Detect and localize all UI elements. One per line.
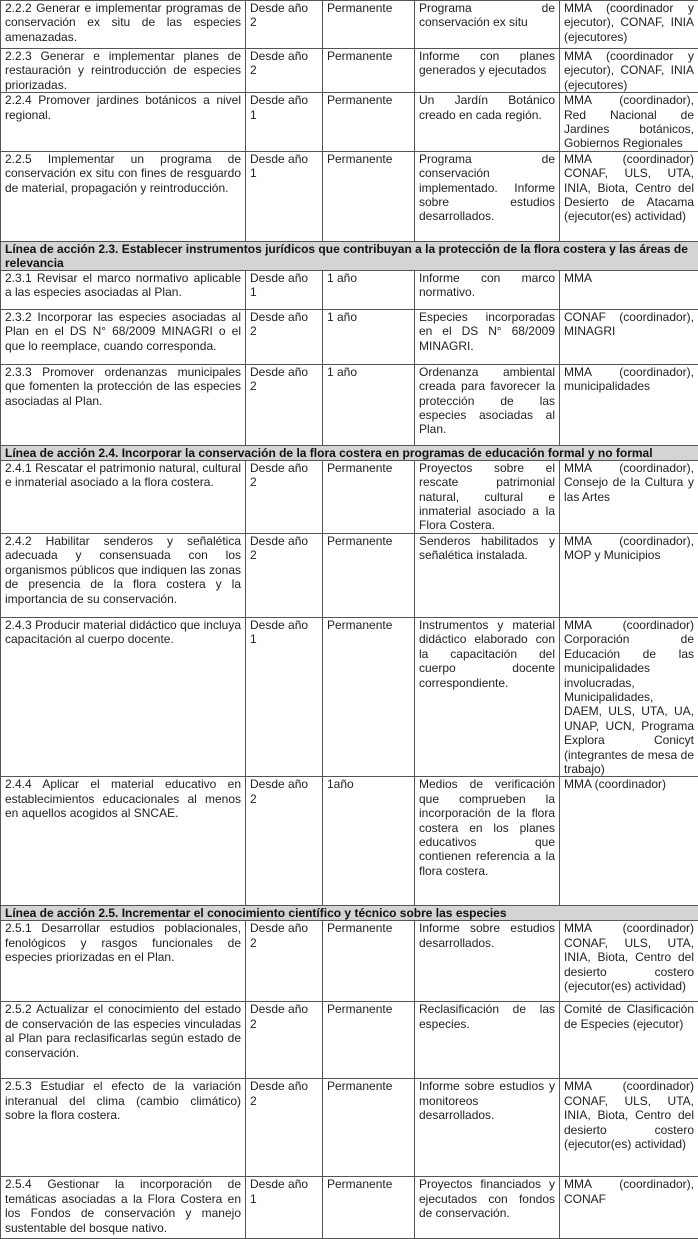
verification-cell: Programa de conservación implementado. Informe sobre estudios desarrollados. xyxy=(415,151,560,241)
responsible-cell: MMA (coordinador), Red Nacional de Jardines botánicos, Gobiernos Regionales xyxy=(560,93,698,152)
section-header-row xyxy=(1,906,698,921)
activity-cell: 2.5.2 Actualizar el conocimiento del estado de conservación de las especies vinculadas al Plan para reclasificarlas según estado de conservación. xyxy=(1,1002,246,1079)
start-cell: Desde año 2 xyxy=(246,533,323,617)
duration-cell: Permanente xyxy=(323,617,415,776)
duration-cell: 1 año xyxy=(323,364,415,445)
start-cell: Desde año 2 xyxy=(246,49,323,93)
table-row xyxy=(1,777,698,906)
activity-cell: 2.4.2 Habilitar senderos y señalética adecuada y consensuada con los organismos públicos que indiquen las zonas de presencia de la flora costera y la importancia de su conservación. xyxy=(1,533,246,617)
table-row xyxy=(1,460,698,533)
start-cell: Desde año 2 xyxy=(246,1002,323,1079)
activity-cell: 2.2.4 Promover jardines botánicos a nivel regional. xyxy=(1,93,246,152)
table-row xyxy=(1,364,698,445)
responsible-cell: MMA (coordinador) CONAF, ULS, UTA, INIA, Biota, Centro del desierto costero (ejecutor(es) actividad) xyxy=(560,1079,698,1177)
verification-cell: Senderos habilitados y señalética instalada. xyxy=(415,533,560,617)
activity-cell: 2.5.3 Estudiar el efecto de la variación interanual del clima (cambio climático) sobre la flora costera. xyxy=(1,1079,246,1177)
table-row xyxy=(1,921,698,1002)
verification-cell: Proyectos sobre el rescate patrimonial natural, cultural e inmaterial asociado a la Flora Costera. xyxy=(415,460,560,533)
verification-cell: Ordenanza ambiental creada para favorecer la protección de las especies asociadas al Plan. xyxy=(415,364,560,445)
table-row xyxy=(1,151,698,241)
responsible-cell: MMA (coordinador y ejecutor), CONAF, INIA (ejecutores) xyxy=(560,49,698,93)
verification-cell: Informe con marco normativo. xyxy=(415,270,560,309)
table-row xyxy=(1,93,698,152)
activity-cell: 2.5.1 Desarrollar estudios poblacionales, fenológicos y rasgos funcionales de especies priorizadas en el Plan. xyxy=(1,921,246,1002)
start-cell: Desde año 2 xyxy=(246,364,323,445)
responsible-cell: MMA xyxy=(560,270,698,309)
activity-cell: 2.4.4 Aplicar el material educativo en establecimientos educacionales al menos en aquellos acogidos al SNCAE. xyxy=(1,777,246,906)
section-header-row xyxy=(1,241,698,270)
responsible-cell: MMA (coordinador) xyxy=(560,777,698,906)
table-row xyxy=(1,617,698,776)
start-cell: Desde año 2 xyxy=(246,309,323,364)
responsible-cell: MMA (coordinador), MOP y Municipios xyxy=(560,533,698,617)
duration-cell: Permanente xyxy=(323,1,415,49)
start-cell: Desde año 2 xyxy=(246,460,323,533)
start-cell: Desde año 1 xyxy=(246,151,323,241)
responsible-cell: Comité de Clasificación de Especies (ejecutor) xyxy=(560,1002,698,1079)
duration-cell: 1 año xyxy=(323,270,415,309)
table-row xyxy=(1,1079,698,1177)
table-row xyxy=(1,1002,698,1079)
start-cell: Desde año 1 xyxy=(246,617,323,776)
verification-cell: Programa de conservación ex situ xyxy=(415,1,560,49)
start-cell: Desde año 2 xyxy=(246,777,323,906)
verification-cell: Informe con planes generados y ejecutados xyxy=(415,49,560,93)
verification-cell: Reclasificación de las especies. xyxy=(415,1002,560,1079)
duration-cell: Permanente xyxy=(323,1002,415,1079)
table-row xyxy=(1,533,698,617)
duration-cell: Permanente xyxy=(323,533,415,617)
table-row xyxy=(1,49,698,93)
section-title: Línea de acción 2.4. Incorporar la conservación de la flora costera en programas de educación formal y no formal xyxy=(1,445,698,460)
activity-cell: 2.3.2 Incorporar las especies asociadas al Plan en el DS N° 68/2009 MINAGRI o el que lo reemplace, cuando corresponda. xyxy=(1,309,246,364)
responsible-cell: MMA (coordinador), CONAF xyxy=(560,1177,698,1239)
activity-cell: 2.4.3 Producir material didáctico que incluya capacitación al cuerpo docente. xyxy=(1,617,246,776)
table-row xyxy=(1,309,698,364)
activity-cell: 2.3.3 Promover ordenanzas municipales que fomenten la protección de las especies asociadas al Plan. xyxy=(1,364,246,445)
duration-cell: 1año xyxy=(323,777,415,906)
verification-cell: Especies incorporadas en el DS N° 68/2009 MINAGRI. xyxy=(415,309,560,364)
activity-cell: 2.2.3 Generar e implementar planes de restauración y reintroducción de especies priorizadas. xyxy=(1,49,246,93)
verification-cell: Proyectos financiados y ejecutados con fondos de conservación. xyxy=(415,1177,560,1239)
activity-cell: 2.4.1 Rescatar el patrimonio natural, cultural e inmaterial asociado a la flora costera. xyxy=(1,460,246,533)
section-header-row xyxy=(1,445,698,460)
verification-cell: Informe sobre estudios y monitoreos desarrollados. xyxy=(415,1079,560,1177)
start-cell: Desde año 2 xyxy=(246,1,323,49)
responsible-cell: CONAF (coordinador), MINAGRI xyxy=(560,309,698,364)
duration-cell: Permanente xyxy=(323,49,415,93)
responsible-cell: MMA (coordinador), municipalidades xyxy=(560,364,698,445)
start-cell: Desde año 2 xyxy=(246,921,323,1002)
verification-cell: Instrumentos y material didáctico elaborado con la capacitación del cuerpo docente correspondiente. xyxy=(415,617,560,776)
activity-cell: 2.5.4 Gestionar la incorporación de temáticas asociadas a la Flora Costera en los Fondos de conservación y manejo sustentable del bosque nativo. xyxy=(1,1177,246,1239)
duration-cell: Permanente xyxy=(323,460,415,533)
duration-cell: Permanente xyxy=(323,93,415,152)
start-cell: Desde año 1 xyxy=(246,1177,323,1239)
table-row xyxy=(1,1,698,49)
section-title: Línea de acción 2.5. Incrementar el conocimiento científico y técnico sobre las especies xyxy=(1,906,698,921)
verification-cell: Un Jardín Botánico creado en cada región. xyxy=(415,93,560,152)
activity-cell: 2.2.2 Generar e implementar programas de conservación ex situ de las especies amenazadas. xyxy=(1,1,246,49)
responsible-cell: MMA (coordinador), Consejo de la Cultura y las Artes xyxy=(560,460,698,533)
duration-cell: 1 año xyxy=(323,309,415,364)
start-cell: Desde año 1 xyxy=(246,93,323,152)
activity-cell: 2.3.1 Revisar el marco normativo aplicable a las especies asociadas al Plan. xyxy=(1,270,246,309)
responsible-cell: MMA (coordinador y ejecutor), CONAF, INIA (ejecutores) xyxy=(560,1,698,49)
activity-cell: 2.2.5 Implementar un programa de conservación ex situ con fines de resguardo de material, propagación y reintroducción. xyxy=(1,151,246,241)
verification-cell: Medios de verificación que comprueben la incorporación de la flora costera en los planes educativos que contienen referencia a la flora costera. xyxy=(415,777,560,906)
section-title: Línea de acción 2.3. Establecer instrumentos jurídicos que contribuyan a la protección de la flora costera y las áreas de relevancia xyxy=(1,241,698,270)
duration-cell: Permanente xyxy=(323,921,415,1002)
responsible-cell: MMA (coordinador) Corporación de Educación de las municipalidades involucradas, Municipalidades, DAEM, ULS, UTA, UA, UNAP, UCN, Programa Explora Conicyt (integrantes de mesa de trabajo) xyxy=(560,617,698,776)
start-cell: Desde año 1 xyxy=(246,270,323,309)
duration-cell: Permanente xyxy=(323,151,415,241)
start-cell: Desde año 2 xyxy=(246,1079,323,1177)
duration-cell: Permanente xyxy=(323,1079,415,1177)
verification-cell: Informe sobre estudios desarrollados. xyxy=(415,921,560,1002)
responsible-cell: MMA (coordinador) CONAF, ULS, UTA, INIA, Biota, Centro del Desierto de Atacama (ejecutor(es) actividad) xyxy=(560,151,698,241)
table-row xyxy=(1,1177,698,1239)
table-body xyxy=(1,1,698,1239)
table-row xyxy=(1,270,698,309)
responsible-cell: MMA (coordinador) CONAF, ULS, UTA, INIA, Biota, Centro del desierto costero (ejecutor(es) actividad) xyxy=(560,921,698,1002)
duration-cell: Permanente xyxy=(323,1177,415,1239)
